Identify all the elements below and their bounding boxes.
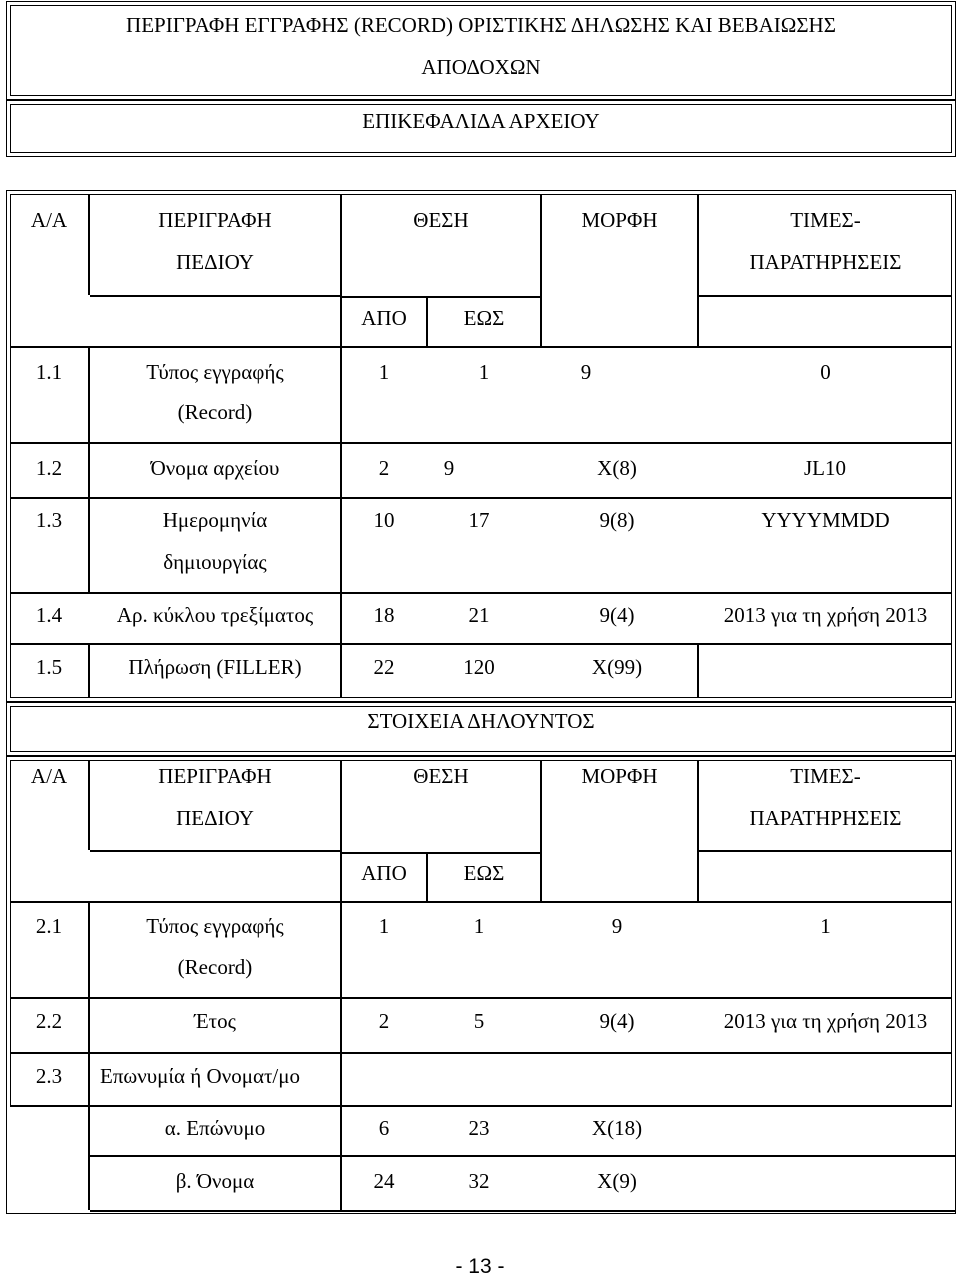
row-aa: 2.1 (35, 914, 63, 938)
col-notes-header-line2: ΠΑΡΑΤΗΡΗΣΕΙΣ (749, 806, 902, 830)
row-from: 22 (373, 655, 395, 679)
document-title-line2: ΑΠΟΔΟΧΩΝ (421, 55, 541, 79)
row-to: 9 (443, 456, 455, 480)
row-format: 9 (611, 914, 623, 938)
row-format: 9 (580, 360, 592, 384)
row-aa: 1.5 (35, 655, 63, 679)
row-notes: 1 (820, 914, 831, 938)
col-to-header: ΕΩΣ (463, 861, 505, 885)
row-to: 5 (473, 1009, 485, 1033)
col-from-header: ΑΠΟ (361, 861, 407, 885)
col-from-header: ΑΠΟ (361, 306, 407, 330)
col-aa-header: Α/Α (30, 208, 68, 232)
row-to: 120 (463, 655, 495, 679)
row-desc: Τύπος εγγραφής (146, 914, 284, 938)
row-format: X(9) (597, 1169, 637, 1193)
col-aa-header: Α/Α (30, 764, 68, 788)
row-aa: 1.4 (35, 603, 63, 627)
row-desc: Τύπος εγγραφής (146, 360, 284, 384)
col-position-header: ΘΕΣΗ (413, 208, 469, 232)
row-desc: Επωνυμία ή Ονοματ/μο (100, 1064, 300, 1088)
row-to: 21 (468, 603, 490, 627)
col-desc-header-line1: ΠΕΡΙΓΡΑΦΗ (158, 764, 272, 788)
row-desc: Αρ. κύκλου τρεξίματος (116, 603, 314, 627)
row-from: 1 (378, 914, 390, 938)
row-notes: YYYYMMDD (761, 508, 890, 532)
col-desc-header-line1: ΠΕΡΙΓΡΑΦΗ (158, 208, 272, 232)
row-notes: 0 (820, 360, 831, 384)
row-desc: Ημερομηνία (162, 508, 268, 532)
row-from: 2 (378, 456, 390, 480)
col-notes-header-line2: ΠΑΡΑΤΗΡΗΣΕΙΣ (749, 250, 902, 274)
row-desc: α. Επώνυμο (164, 1116, 266, 1140)
row-to: 32 (468, 1169, 490, 1193)
row-desc-line2: (Record) (177, 400, 253, 424)
page-number: - 13 - (455, 1255, 505, 1278)
col-desc-header-line2: ΠΕΔΙΟΥ (176, 250, 254, 274)
row-aa: 2.3 (35, 1064, 63, 1088)
document-title-line1: ΠΕΡΙΓΡΑΦΗ ΕΓΓΡΑΦΗΣ (RECORD) ΟΡΙΣΤΙΚΗΣ ΔΗΛΩΣΗΣ ΚΑΙ ΒΕΒΑΙΩΣΗΣ (126, 13, 836, 37)
row-to: 1 (473, 914, 485, 938)
row-notes: 2013 για τη χρήση 2013 (723, 603, 928, 627)
row-from: 24 (373, 1169, 395, 1193)
row-format: X(99) (591, 655, 643, 679)
row-to: 1 (478, 360, 490, 384)
col-desc-header-line2: ΠΕΔΙΟΥ (176, 806, 254, 830)
row-to: 17 (468, 508, 490, 532)
row-format: X(8) (597, 456, 637, 480)
row-format: X(18) (591, 1116, 643, 1140)
col-position-header: ΘΕΣΗ (413, 764, 469, 788)
row-desc: Όνομα αρχείου (150, 456, 280, 480)
col-format-header: ΜΟΡΦΗ (581, 764, 658, 788)
row-aa: 1.1 (35, 360, 63, 384)
row-format: 9(4) (599, 603, 635, 627)
col-format-header: ΜΟΡΦΗ (581, 208, 658, 232)
row-aa: 1.3 (35, 508, 63, 532)
row-desc-line2: (Record) (177, 955, 253, 979)
col-notes-header-line1: ΤΙΜΕΣ- (790, 208, 861, 232)
row-desc: Έτος (194, 1009, 236, 1033)
row-aa: 1.2 (35, 456, 63, 480)
row-format: 9(4) (599, 1009, 635, 1033)
row-desc-line2: δημιουργίας (163, 550, 267, 574)
section2-title: ΣΤΟΙΧΕΙΑ ΔΗΛΟΥΝΤΟΣ (367, 709, 595, 733)
section1-title: ΕΠΙΚΕΦΑΛΙΔΑ ΑΡΧΕΙΟΥ (362, 109, 600, 133)
row-to: 23 (468, 1116, 490, 1140)
row-desc: Πλήρωση (FILLER) (128, 655, 302, 679)
col-notes-header-line1: ΤΙΜΕΣ- (790, 764, 861, 788)
row-desc: β. Όνομα (175, 1169, 255, 1193)
row-from: 1 (378, 360, 390, 384)
row-notes: JL10 (804, 456, 846, 480)
row-format: 9(8) (599, 508, 635, 532)
row-from: 10 (373, 508, 395, 532)
row-from: 18 (373, 603, 395, 627)
col-to-header: ΕΩΣ (463, 306, 505, 330)
row-notes: 2013 για τη χρήση 2013 (723, 1009, 928, 1033)
row-from: 2 (378, 1009, 390, 1033)
row-aa: 2.2 (35, 1009, 63, 1033)
row-from: 6 (378, 1116, 390, 1140)
